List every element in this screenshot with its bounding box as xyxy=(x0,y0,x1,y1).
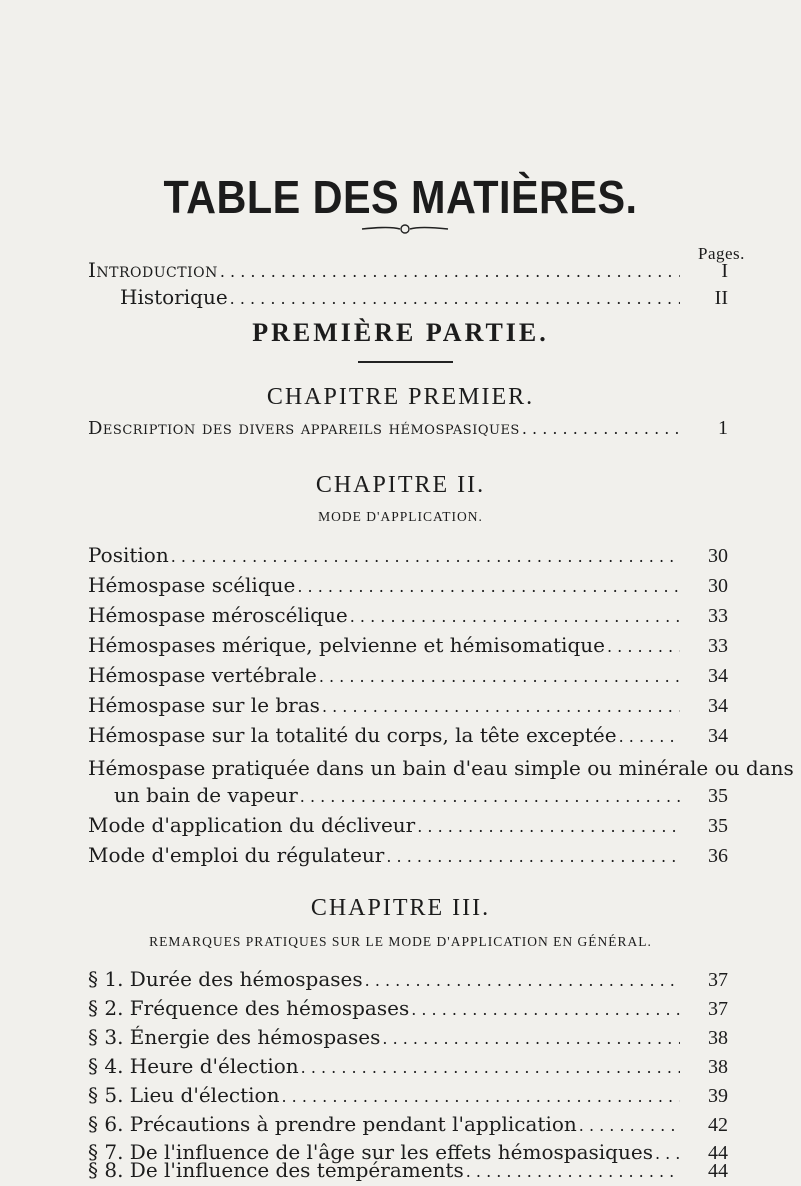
toc-label: § 1. Durée des hémospases xyxy=(88,967,363,991)
chapter-3-subtitle: REMARQUES PRATIQUES SUR LE MODE D'APPLICATION EN GÉNÉRAL. xyxy=(149,934,652,949)
toc-page: 34 xyxy=(708,725,728,747)
leader-dots xyxy=(464,1162,680,1181)
toc-row xyxy=(88,813,728,843)
toc-page: 37 xyxy=(708,969,728,991)
toc-row-historique xyxy=(120,285,728,315)
toc-row xyxy=(88,1054,728,1084)
toc-page: 39 xyxy=(708,1085,728,1107)
toc-row xyxy=(88,1158,728,1186)
leader-dots xyxy=(295,577,680,596)
toc-page: 35 xyxy=(708,815,728,837)
toc-label: Mode d'emploi du régulateur xyxy=(88,843,385,867)
toc-row xyxy=(88,633,728,663)
leader-dots xyxy=(415,817,680,836)
leader-dots xyxy=(409,1000,680,1019)
toc-row xyxy=(88,996,728,1026)
divider-rule xyxy=(358,361,453,363)
toc-page: 35 xyxy=(708,785,728,807)
toc-page: 33 xyxy=(708,605,728,627)
pages-column-header: Pages. xyxy=(698,244,745,263)
toc-page: 30 xyxy=(708,575,728,597)
part-title: PREMIÈRE PARTIE. xyxy=(252,318,549,347)
toc-label: Position xyxy=(88,543,169,567)
chapter-3-title: CHAPITRE III. xyxy=(310,895,491,921)
leader-dots xyxy=(228,289,680,308)
toc-label: un bain de vapeur xyxy=(114,783,298,807)
toc-label: § 4. Heure d'élection xyxy=(88,1054,299,1078)
leader-dots xyxy=(348,607,680,626)
toc-row xyxy=(88,693,728,723)
toc-row xyxy=(88,663,728,693)
toc-page: 38 xyxy=(708,1056,728,1078)
toc-row xyxy=(88,573,728,603)
chapter-1-title: CHAPITRE PREMIER. xyxy=(266,384,535,410)
toc-row xyxy=(88,967,728,997)
toc-row xyxy=(88,1112,728,1142)
toc-label: § 6. Précautions à prendre pendant l'application xyxy=(88,1112,577,1136)
leader-dots xyxy=(577,1116,680,1135)
toc-page: 44 xyxy=(708,1160,728,1182)
toc-row-introduction xyxy=(88,258,728,288)
toc-label: Hémospase sur la totalité du corps, la tête exceptée xyxy=(88,723,617,747)
toc-label: § 2. Fréquence des hémospases xyxy=(88,996,410,1020)
toc-label: Hémospase sur le bras xyxy=(88,693,320,717)
leader-dots xyxy=(520,419,680,438)
leader-dots xyxy=(384,847,680,866)
leader-dots xyxy=(279,1087,680,1106)
chapter-2-title: CHAPITRE II. xyxy=(315,472,486,498)
toc-label: § 5. Lieu d'élection xyxy=(88,1083,280,1107)
toc-label: § 7. De l'influence de l'âge sur les effets hémospasiques xyxy=(88,1140,653,1164)
toc-label: Introduction xyxy=(88,258,218,282)
toc-label: Hémospase méroscélique xyxy=(88,603,348,627)
leader-dots xyxy=(317,667,680,686)
leader-dots xyxy=(320,697,680,716)
chapter-2-subtitle: MODE D'APPLICATION. xyxy=(318,509,483,524)
toc-row xyxy=(88,543,728,573)
page-title: TABLE DES MATIÈRES. xyxy=(163,171,638,223)
toc-page: II xyxy=(714,287,728,309)
leader-dots xyxy=(218,262,680,281)
toc-row xyxy=(88,1083,728,1113)
toc-page: 33 xyxy=(708,635,728,657)
toc-label: Historique xyxy=(120,285,228,309)
toc-page: 34 xyxy=(708,695,728,717)
toc-row-description xyxy=(88,417,728,447)
leader-dots xyxy=(380,1029,680,1048)
toc-multiline-line1: Hémospase pratiquée dans un bain d'eau simple ou minérale ou dans xyxy=(88,756,794,780)
toc-page: I xyxy=(721,260,728,282)
toc-page: 38 xyxy=(708,1027,728,1049)
toc-row xyxy=(88,843,728,873)
toc-row xyxy=(88,1025,728,1055)
ornament-divider xyxy=(360,222,450,236)
toc-row-multiline-end xyxy=(114,783,728,813)
leader-dots xyxy=(169,547,680,566)
toc-page: 30 xyxy=(708,545,728,567)
toc-row xyxy=(88,603,728,633)
leader-dots xyxy=(617,727,680,746)
leader-dots xyxy=(299,1058,680,1077)
toc-label: § 3. Énergie des hémospases xyxy=(88,1025,381,1049)
toc-label: Hémospases mérique, pelvienne et hémisomatique xyxy=(88,633,605,657)
toc-row xyxy=(88,723,728,753)
toc-page: 36 xyxy=(708,845,728,867)
toc-label: Hémospase scélique xyxy=(88,573,296,597)
toc-page: 42 xyxy=(708,1114,728,1136)
toc-label: § 8. De l'influence des tempéraments xyxy=(88,1158,464,1182)
toc-label: Description des divers appareils hémospasiques xyxy=(88,418,520,439)
toc-label: Hémospase vertébrale xyxy=(88,663,317,687)
toc-page: 37 xyxy=(708,998,728,1020)
leader-dots xyxy=(363,971,680,990)
toc-page: 34 xyxy=(708,665,728,687)
toc-page: 1 xyxy=(718,417,728,439)
toc-label: Mode d'application du décliveur xyxy=(88,813,416,837)
toc-page: 44 xyxy=(708,1142,728,1164)
leader-dots xyxy=(298,787,680,806)
leader-dots xyxy=(605,637,680,656)
